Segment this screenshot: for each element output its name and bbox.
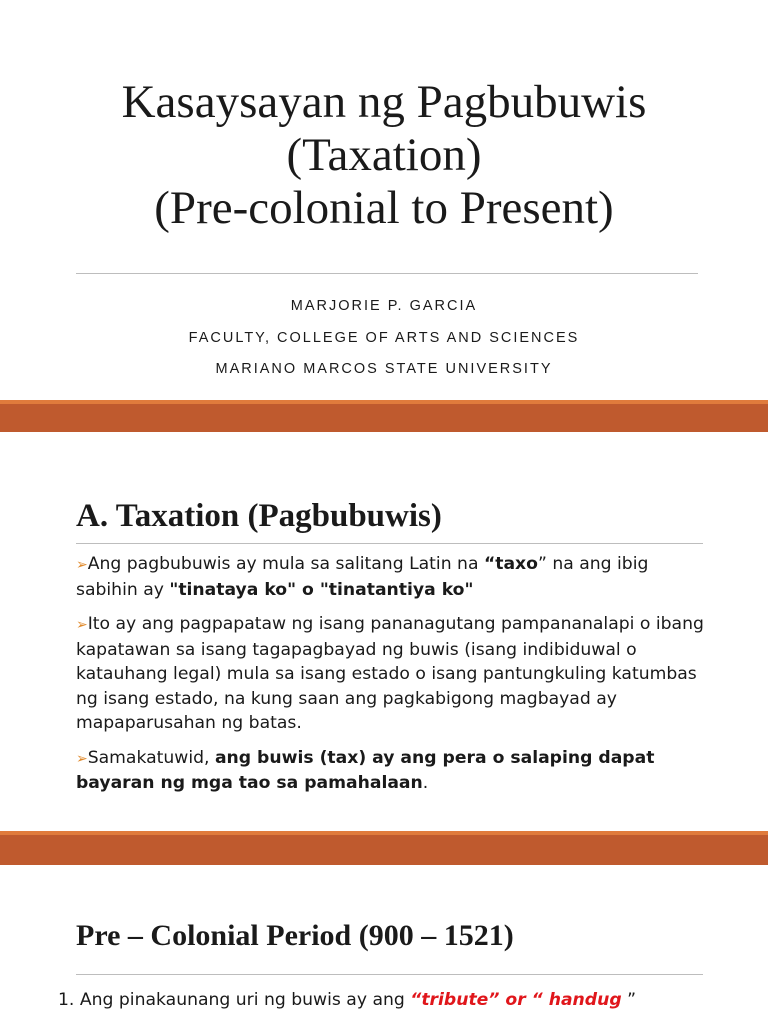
slide-separator bbox=[0, 831, 768, 865]
bullet-text: . bbox=[422, 773, 429, 793]
title-line: Kasaysayan ng Pagbubuwis bbox=[121, 76, 647, 128]
bullet-text: Ito ay ang pagpapataw ng isang pananagutang pampananalapi o ibang kapatawan sa isang tagapagbayad ng buwis (isang indibiduwal o katauhang legal) mula sa isang estado o isang pantungkuling katumbas ng isang estado, na kung saan ang pagkabigong magbayad ay mapaparusahan ng batas. bbox=[76, 614, 704, 733]
section-heading: A. Taxation (Pagbubuwis) bbox=[76, 498, 442, 534]
item-text: Ang pinakaunang uri ng buwis ay ang bbox=[79, 990, 411, 1010]
heading-divider bbox=[76, 543, 703, 544]
author-affiliation: FACULTY, COLLEGE OF ARTS AND SCIENCES bbox=[188, 329, 580, 346]
presentation-title bbox=[0, 76, 768, 235]
title-slide bbox=[0, 0, 768, 400]
bullet-bold-text: ang buwis (tax) ay ang pera o salaping dapat bayaran ng mga tao sa pamahalaan bbox=[76, 747, 655, 793]
author-name: MARJORIE P. GARCIA bbox=[290, 298, 478, 314]
bullet-text: Ang pagbubuwis ay mula sa salitang Latin na bbox=[87, 554, 484, 574]
item-highlight: “tribute” or “ handug bbox=[410, 990, 622, 1010]
bullet-bold-text: “taxo bbox=[483, 554, 538, 574]
arrow-bullet-icon: ➢ bbox=[76, 617, 88, 633]
slide-separator bbox=[0, 400, 768, 432]
item-number: 1. bbox=[58, 990, 75, 1010]
arrow-bullet-icon: ➢ bbox=[76, 750, 88, 767]
numbered-item bbox=[58, 990, 758, 1010]
heading-divider bbox=[76, 974, 703, 975]
university-name: MARIANO MARCOS STATE UNIVERSITY bbox=[215, 361, 553, 377]
bullet-item bbox=[76, 612, 706, 736]
bullet-item bbox=[76, 552, 706, 602]
title-divider bbox=[76, 273, 698, 274]
section-heading: Pre – Colonial Period (900 – 1521) bbox=[76, 919, 514, 952]
bullet-list bbox=[76, 552, 706, 806]
bullet-item bbox=[76, 746, 706, 796]
arrow-bullet-icon: ➢ bbox=[76, 557, 88, 573]
bullet-text: ” na ang ibig sabihin ay bbox=[76, 554, 649, 600]
bullet-bold-text: "tinataya ko" o "tinatantiya ko" bbox=[169, 579, 474, 600]
title-line: (Pre-colonial to Present) bbox=[154, 182, 614, 234]
bullet-text: Samakatuwid, bbox=[87, 747, 215, 768]
subtitle-block bbox=[0, 295, 768, 390]
item-end: ” bbox=[621, 990, 636, 1010]
title-line: (Taxation) bbox=[286, 129, 482, 181]
